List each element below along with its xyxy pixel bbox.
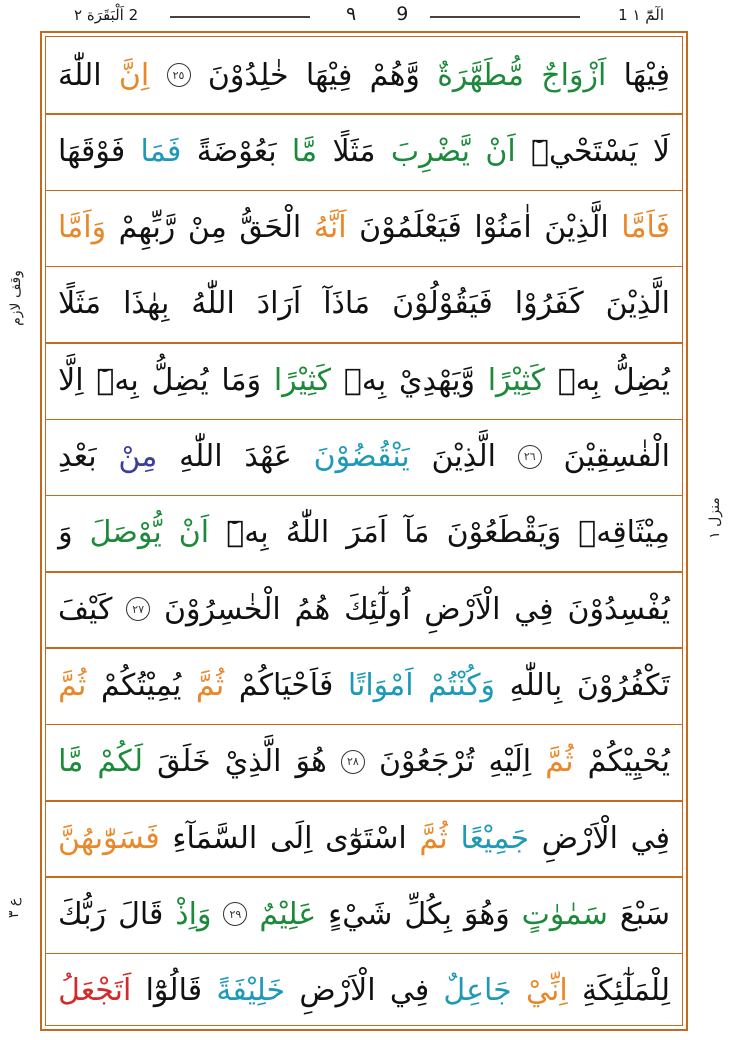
header-rule-left bbox=[170, 16, 310, 18]
word: بِهٖٓ bbox=[226, 515, 269, 551]
word: رَبُّكَ bbox=[58, 896, 107, 932]
word: اَزْوَاجٌ bbox=[541, 57, 607, 93]
word: بِهٖ bbox=[343, 362, 387, 398]
word: اَمْوَاتًا bbox=[347, 667, 414, 703]
word: يُضِلُّ bbox=[151, 362, 209, 398]
text-line-1 bbox=[46, 37, 682, 113]
page-number-arabic: ٩ bbox=[346, 3, 357, 25]
text-line-3 bbox=[46, 190, 682, 266]
ayah-marker: ٢٩ bbox=[223, 902, 247, 926]
word: كَثِيْرًا bbox=[273, 362, 332, 398]
word: فَيَقُوْلُوْنَ bbox=[392, 286, 493, 322]
word: يَّضْرِبَ bbox=[390, 133, 470, 169]
word: الَّذِيْنَ bbox=[431, 439, 496, 474]
word: مِنْ bbox=[187, 210, 227, 246]
page-frame bbox=[40, 31, 688, 1031]
word: مَّا bbox=[58, 744, 84, 780]
word: خَلَقَ bbox=[157, 744, 211, 780]
word: مَثَلًا bbox=[332, 133, 376, 169]
word: فَاَحْيَاكُمْ bbox=[238, 667, 334, 703]
text-line-11 bbox=[46, 800, 682, 876]
header-page-number bbox=[326, 3, 428, 25]
text-line-5 bbox=[46, 342, 682, 418]
word: مَاذَآ bbox=[323, 286, 371, 322]
word: اللّٰهِ bbox=[179, 439, 223, 474]
word: شَيْءٍ bbox=[328, 896, 393, 932]
word: اللّٰهَ bbox=[58, 57, 102, 93]
word: اِنِّيْ bbox=[525, 973, 568, 1009]
word: مِيْثَاقِهٖ bbox=[578, 515, 670, 551]
word: الْاَرْضِ bbox=[424, 591, 501, 627]
word: ثُمَّ bbox=[419, 820, 448, 856]
word: بَعْدِ bbox=[58, 439, 97, 474]
header-rule-right bbox=[430, 16, 580, 18]
word: تَكْفُرُوْنَ bbox=[576, 667, 670, 703]
word: عَلِيْمٌ bbox=[259, 896, 317, 932]
word: وَكُنْتُمْ bbox=[428, 667, 496, 703]
word: مَثَلًا bbox=[58, 286, 102, 322]
word: الْخٰسِرُوْنَ bbox=[164, 591, 281, 627]
word: بِاللّٰهِ bbox=[509, 667, 563, 703]
word: كَفَرُوْا bbox=[514, 286, 584, 322]
word: وَاِذْ bbox=[175, 896, 212, 932]
word: ثُمَّ bbox=[545, 744, 574, 780]
word: جَاعِلٌ bbox=[443, 973, 512, 1009]
word: اَنْ bbox=[485, 133, 516, 169]
word: اَمَرَ bbox=[346, 515, 388, 551]
word: اللّٰهُ bbox=[285, 515, 330, 551]
word: وَاَمَّا bbox=[58, 210, 107, 246]
word: الْاَرْضِ bbox=[541, 820, 618, 856]
word: بِكُلِّ bbox=[404, 896, 452, 932]
word: كَثِيْرًا bbox=[487, 362, 545, 398]
ayah-marker: ٢٧ bbox=[126, 597, 150, 621]
word: كَيْفَ bbox=[58, 591, 113, 627]
word: مُّطَهَّرَةٌ bbox=[437, 57, 524, 93]
word: سَمٰوٰتٍ bbox=[521, 896, 608, 932]
word: يُمِيْتُكُمْ bbox=[100, 667, 182, 703]
text-line-13 bbox=[46, 953, 682, 1029]
word: اَنْ bbox=[178, 515, 210, 551]
word: جَمِيْعًا bbox=[460, 820, 529, 856]
word: اَتَجْعَلُ bbox=[58, 973, 132, 1009]
text-line-2 bbox=[46, 113, 682, 189]
word: وَهُوَ bbox=[463, 896, 510, 932]
word: خٰلِدُوْنَ bbox=[207, 57, 289, 93]
word: خَلِيْفَةً bbox=[216, 973, 286, 1009]
text-line-10 bbox=[46, 724, 682, 800]
word: الَّذِيْ bbox=[224, 744, 282, 780]
word: وَمَا bbox=[221, 362, 262, 398]
word: وَّهُمْ bbox=[369, 57, 420, 93]
word: بِهٰذَا bbox=[123, 286, 170, 322]
word: اِلَّا bbox=[58, 362, 84, 398]
word: مَآ bbox=[404, 515, 430, 551]
word: يَسْتَحْيٖٓ bbox=[531, 133, 638, 169]
word: فِي bbox=[514, 591, 554, 627]
word: تُرْجَعُوْنَ bbox=[379, 744, 475, 780]
word: فَيَعْلَمُوْنَ bbox=[359, 210, 462, 246]
word: فَمَا bbox=[140, 133, 182, 169]
word: فِيْهَا bbox=[305, 57, 353, 93]
text-line-7 bbox=[46, 495, 682, 571]
text-line-12 bbox=[46, 876, 682, 952]
text-line-8 bbox=[46, 571, 682, 647]
word: فَوْقَهَا bbox=[58, 133, 126, 169]
word: عَهْدَ bbox=[244, 439, 292, 474]
word: السَّمَآءِ bbox=[172, 820, 258, 856]
ayah-marker: ٢٥ bbox=[167, 63, 191, 87]
word: لَكُمْ bbox=[97, 744, 144, 780]
word: ثُمَّ bbox=[195, 667, 225, 703]
word: فِي bbox=[630, 820, 670, 856]
word: الْفٰسِقِيْنَ bbox=[563, 439, 670, 474]
word: بِهٖٓ bbox=[96, 362, 139, 398]
word: ثُمَّ bbox=[58, 667, 87, 703]
word: قَالَ bbox=[118, 896, 164, 932]
word: وَيَقْطَعُوْنَ bbox=[446, 515, 562, 551]
word: فِي bbox=[389, 973, 430, 1009]
page-number-latin: 9 bbox=[396, 3, 409, 25]
word: يَنْقُضُوْنَ bbox=[313, 439, 410, 474]
word: اسْتَوٰٓى bbox=[325, 820, 407, 856]
word: وَ bbox=[58, 515, 73, 551]
text-line-4 bbox=[46, 266, 682, 342]
word: رَّبِّهِمْ bbox=[118, 210, 176, 246]
header-para-name: الٓمّٓ ١ 1 bbox=[618, 6, 664, 24]
word: قَالُوْٓا bbox=[145, 973, 203, 1009]
ayah-marker: ٢٦ bbox=[518, 445, 542, 469]
word: اِلَيْهِ bbox=[488, 744, 532, 780]
margin-note-ruku: ع ٣ bbox=[6, 897, 23, 919]
word: الْحَقُّ bbox=[239, 210, 302, 246]
word: سَبْعَ bbox=[619, 896, 670, 932]
margin-note-manzil: منزل ١ bbox=[707, 497, 724, 539]
ayah-marker: ٢٨ bbox=[341, 750, 365, 774]
word: فَسَوّٰىهُنَّ bbox=[58, 820, 160, 856]
word: الَّذِيْنَ bbox=[544, 210, 609, 246]
word: اِلَى bbox=[269, 820, 313, 856]
word: لَا bbox=[652, 133, 670, 169]
word: لِلْمَلٰٓئِكَةِ bbox=[581, 973, 670, 1009]
text-area bbox=[45, 36, 683, 1026]
word: وَّيَهْدِيْ bbox=[399, 362, 475, 398]
word: بَعُوْضَةً bbox=[196, 133, 277, 169]
page-header bbox=[40, 0, 692, 30]
word: الْاَرْضِ bbox=[299, 973, 376, 1009]
word: يُفْسِدُوْنَ bbox=[567, 591, 670, 627]
text-line-6 bbox=[46, 419, 682, 495]
word: اِنَّ bbox=[118, 57, 150, 93]
word: اٰمَنُوْا bbox=[474, 210, 532, 246]
word: يُضِلُّ bbox=[612, 362, 670, 398]
margin-note-waqf: وقف لازم bbox=[7, 270, 24, 326]
word: اللّٰهُ bbox=[191, 286, 235, 322]
word: يُّوْصَلَ bbox=[89, 515, 162, 551]
word: فَاَمَّا bbox=[621, 210, 670, 246]
word: هُمُ bbox=[294, 591, 331, 627]
word: اَنَّهُ bbox=[313, 210, 347, 246]
text-line-9 bbox=[46, 647, 682, 723]
header-surah-name: 2 اَلْبَقَرَة ٢ bbox=[74, 6, 139, 24]
word: مَّا bbox=[291, 133, 318, 169]
word: فِيْهَا bbox=[623, 57, 670, 93]
word: الَّذِيْنَ bbox=[605, 286, 670, 322]
word: بِهٖ bbox=[557, 362, 601, 398]
word: يُحْيِيْكُمْ bbox=[587, 744, 670, 780]
word: اُولٰٓئِكَ bbox=[344, 591, 411, 627]
word: مِنْ bbox=[118, 439, 158, 474]
word: اَرَادَ bbox=[256, 286, 302, 322]
word: هُوَ bbox=[295, 744, 327, 780]
